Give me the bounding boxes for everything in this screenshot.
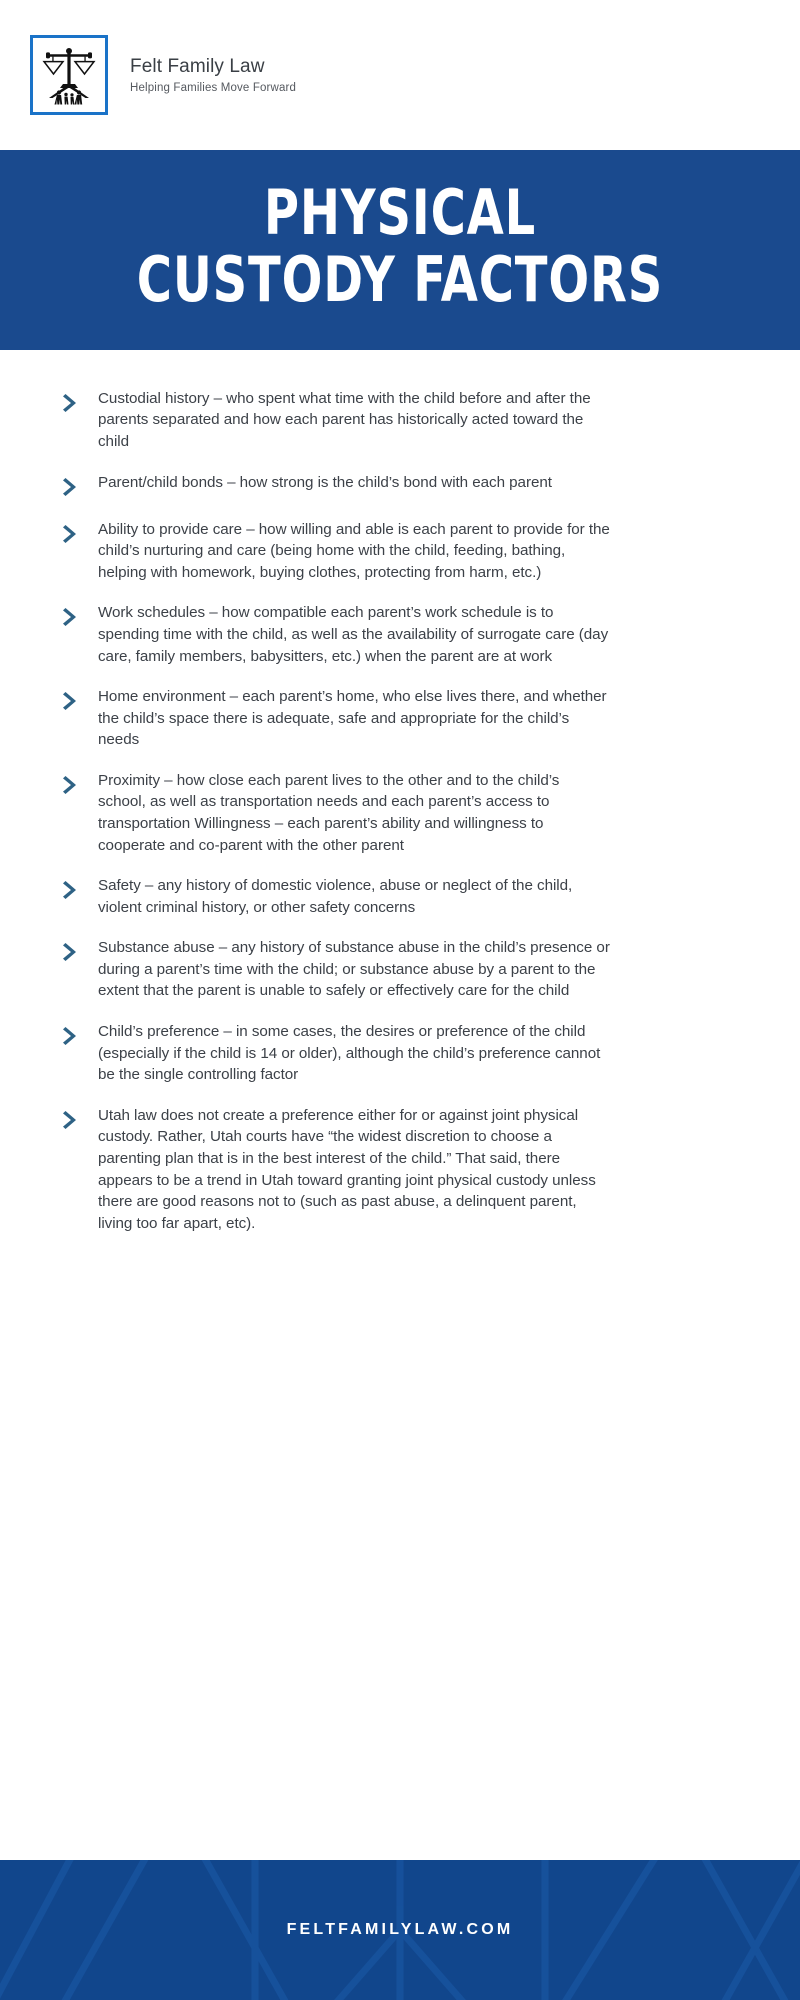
brand-text <box>130 56 296 94</box>
list-item-text: Ability to provide care – how willing and able is each parent to provide for the child’s nurturing and care (being home with the child, feeding, bathing, helping with homework, buying clothes, protecting from harm, etc.) <box>98 520 610 581</box>
list-item <box>58 388 748 453</box>
list-item <box>58 686 748 751</box>
brand-header <box>0 0 800 150</box>
list-item-text: Custodial history – who spent what time with the child before and after the parents separated and how each parent has historically acted toward the child <box>98 389 591 451</box>
chevron-right-icon <box>58 772 84 798</box>
logo-mark <box>30 35 108 115</box>
list-item-text: Parent/child bonds – how strong is the child’s bond with each parent <box>98 473 552 491</box>
list-item <box>58 519 748 584</box>
chevron-right-icon <box>58 390 84 416</box>
list-item-text: Utah law does not create a preference either for or against joint physical custody. Rather, Utah courts have “the widest discretion to choose a parenting plan that is in the best interest of the child.” That said, there appears to be a trend in Utah toward granting joint physical custody unless there are good reasons not to (such as past abuse, a delinquent parent, living too far apart, etc). <box>98 1106 596 1232</box>
chevron-right-icon <box>58 1023 84 1049</box>
footer-bar <box>0 1860 800 2000</box>
chevron-right-icon <box>58 877 84 903</box>
footer-website-url[interactable]: FELTFAMILYLAW.COM <box>286 1921 514 1938</box>
list-item <box>58 472 748 500</box>
list-item <box>58 770 748 856</box>
chevron-right-icon <box>58 939 84 965</box>
list-item <box>58 875 748 918</box>
scales-of-justice-with-family-icon <box>39 44 99 106</box>
list-item <box>58 1105 748 1234</box>
list-item <box>58 1021 748 1086</box>
list-item-text: Child’s preference – in some cases, the desires or preference of the child (especially if the child is 14 or older), although the child’s preference cannot be the single controlling factor <box>98 1023 601 1084</box>
chevron-right-icon <box>58 474 84 500</box>
brand-name: Felt Family Law <box>130 56 265 78</box>
chevron-right-icon <box>58 1107 84 1133</box>
page-title-line-1: PHYSICAL <box>263 176 537 249</box>
page-title-line-2: CUSTODY FACTORS <box>136 242 664 316</box>
list-item-text: Safety – any history of domestic violence, abuse or neglect of the child, violent criminal history, or other safety concerns <box>98 877 573 916</box>
chevron-right-icon <box>58 688 84 714</box>
list-item-text: Work schedules – how compatible each parent’s work schedule is to spending time with the child, as well as the availability of surrogate care (day care, family members, babysitters, etc.) when the parent are at work <box>98 604 609 665</box>
title-banner <box>0 150 800 350</box>
list-item <box>58 937 748 1002</box>
factor-list <box>0 350 800 1274</box>
chevron-right-icon <box>58 604 84 630</box>
chevron-right-icon <box>58 521 84 547</box>
brand-tagline: Helping Families Move Forward <box>130 81 297 94</box>
list-item <box>58 602 748 667</box>
list-item-text: Substance abuse – any history of substance abuse in the child’s presence or during a parent’s time with the child; or substance abuse by a parent to the extent that the parent is unable to safely or effectively care for the child <box>98 939 610 1000</box>
list-item-text: Proximity – how close each parent lives to the other and to the child’s school, as well as transportation needs and each parent’s access to transportation Willingness – each parent’s ability and willingness to cooperate and co-parent with the other parent <box>98 771 560 854</box>
list-item-text: Home environment – each parent’s home, who else lives there, and whether the child’s space there is adequate, safe and appropriate for the child’s needs <box>98 688 607 749</box>
